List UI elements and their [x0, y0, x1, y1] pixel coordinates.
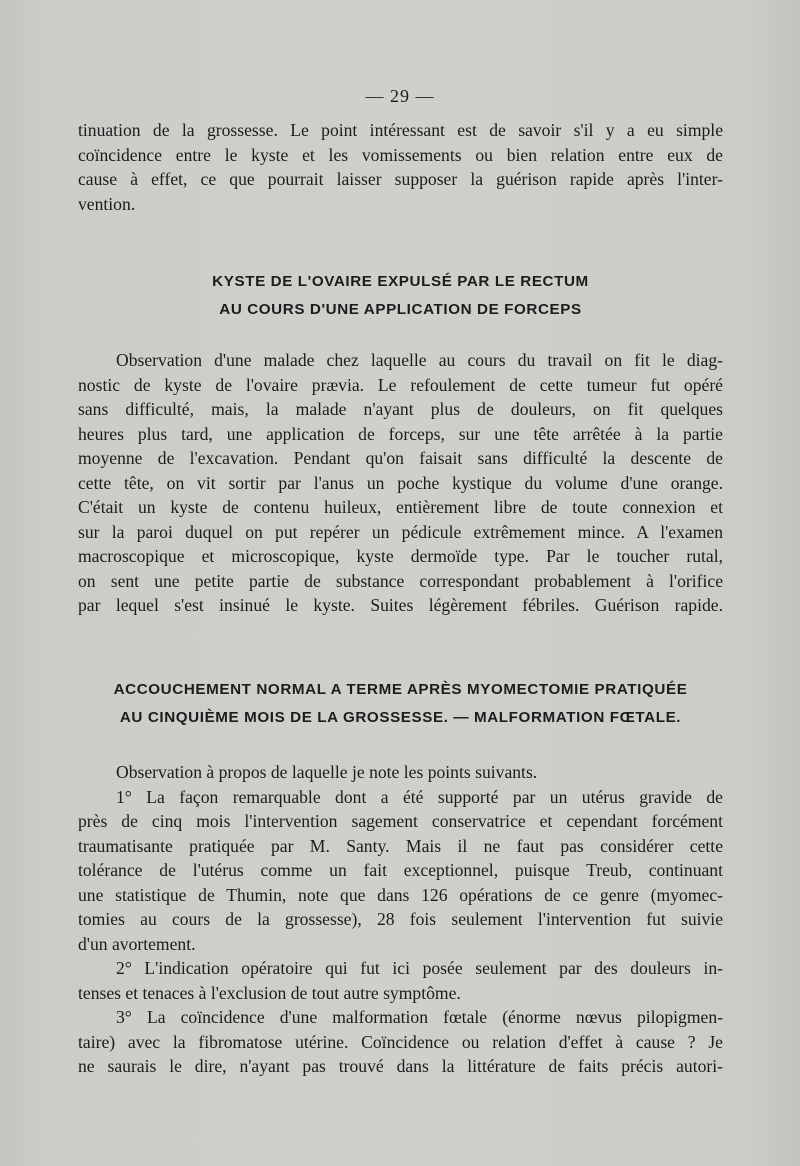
intro-paragraph	[78, 118, 723, 216]
page-number: — 29 —	[365, 86, 435, 106]
text-line: moyenne de l'excavation. Pendant qu'on faisait sans difficulté la descente de	[78, 448, 723, 468]
text-line: taire) avec la fibromatose utérine. Coïncidence ou relation d'effet à cause ? Je	[78, 1031, 723, 1052]
text-line: macroscopique et microscopique, kyste dermoïde type. Par le toucher rutal,	[78, 546, 723, 566]
title-line: KYSTE DE L'OVAIRE EXPULSÉ PAR LE RECTUM	[212, 273, 589, 290]
text-line: 1° La façon remarquable dont a été supporté par un utérus gravide de	[116, 786, 723, 807]
text-line: 2° L'indication opératoire qui fut ici posée seulement par des douleurs in-	[116, 958, 723, 978]
text-line: sans difficulté, mais, la malade n'ayant plus de douleurs, on fit quelques	[78, 399, 723, 419]
text-line: sur la paroi duquel on put repérer un pédicule extrêmement mince. A l'examen	[78, 521, 723, 542]
text-line: nostic de kyste de l'ovaire prævia. Le refoulement de cette tumeur fut opéré	[78, 374, 723, 395]
text-line: près de cinq mois l'intervention sagement conservatrice et cependant forcément	[78, 811, 723, 831]
text-line: heures plus tard, une application de forceps, sur une tête arrêtée à la partie	[78, 423, 723, 444]
text-line: on sent une petite partie de substance correspondant probablement à l'orifice	[78, 570, 723, 591]
text-line: par lequel s'est insinué le kyste. Suites légèrement fébriles. Guérison rapide.	[78, 595, 723, 615]
text-line: tomies au cours de la grossesse), 28 fois seulement l'intervention fut suivie	[78, 909, 723, 929]
title-line: AU COURS D'UNE APPLICATION DE FORCEPS	[219, 301, 582, 318]
text-line: tenses et tenaces à l'exclusion de tout autre symptôme.	[78, 982, 461, 1003]
text-line: Observation d'une malade chez laquelle au cours du travail on fit le diag-	[116, 350, 723, 370]
text-line: C'était un kyste de contenu huileux, entièrement libre de toute connexion et	[78, 497, 723, 517]
text-line: 3° La coïncidence d'une malformation fœtale (énorme nœvus pilopigmen-	[116, 1007, 723, 1027]
text-line: traumatisante pratiquée par M. Santy. Mais il ne faut pas considérer cette	[78, 835, 723, 856]
text-line: vention.	[78, 193, 136, 214]
section-1-paragraph	[78, 348, 723, 618]
section-2-title	[78, 676, 723, 732]
text-line: Observation à propos de laquelle je note les points suivants.	[116, 762, 538, 782]
section-2-point-2	[78, 956, 723, 1005]
section-2-intro-paragraph	[78, 760, 723, 785]
section-1-title	[78, 268, 723, 324]
text-line: d'un avortement.	[78, 933, 196, 954]
text-line: cette tête, on vit sortir par l'anus un poche kystique du volume d'une orange.	[78, 472, 723, 493]
text-line: cause à effet, ce que pourrait laisser supposer la guérison rapide après l'inter-	[78, 169, 723, 189]
text-line: tolérance de l'utérus comme un fait exceptionnel, puisque Treub, continuant	[78, 860, 723, 880]
section-2-point-3	[78, 1005, 723, 1079]
title-line: ACCOUCHEMENT NORMAL A TERME APRÈS MYOMECTOMIE PRATIQUÉE	[113, 681, 688, 698]
section-2-point-1	[78, 785, 723, 957]
text-line: tinuation de la grossesse. Le point intéressant est de savoir s'il y a eu simple	[78, 120, 723, 140]
text-line: une statistique de Thumin, note que dans 126 opérations de ce genre (myomec-	[78, 884, 723, 905]
text-line: coïncidence entre le kyste et les vomissements ou bien relation entre eux de	[78, 144, 723, 165]
text-line: ne saurais le dire, n'ayant pas trouvé dans la littérature de faits précis autori-	[78, 1056, 723, 1076]
title-line: AU CINQUIÈME MOIS DE LA GROSSESSE. — MALFORMATION FŒTALE.	[119, 709, 682, 726]
